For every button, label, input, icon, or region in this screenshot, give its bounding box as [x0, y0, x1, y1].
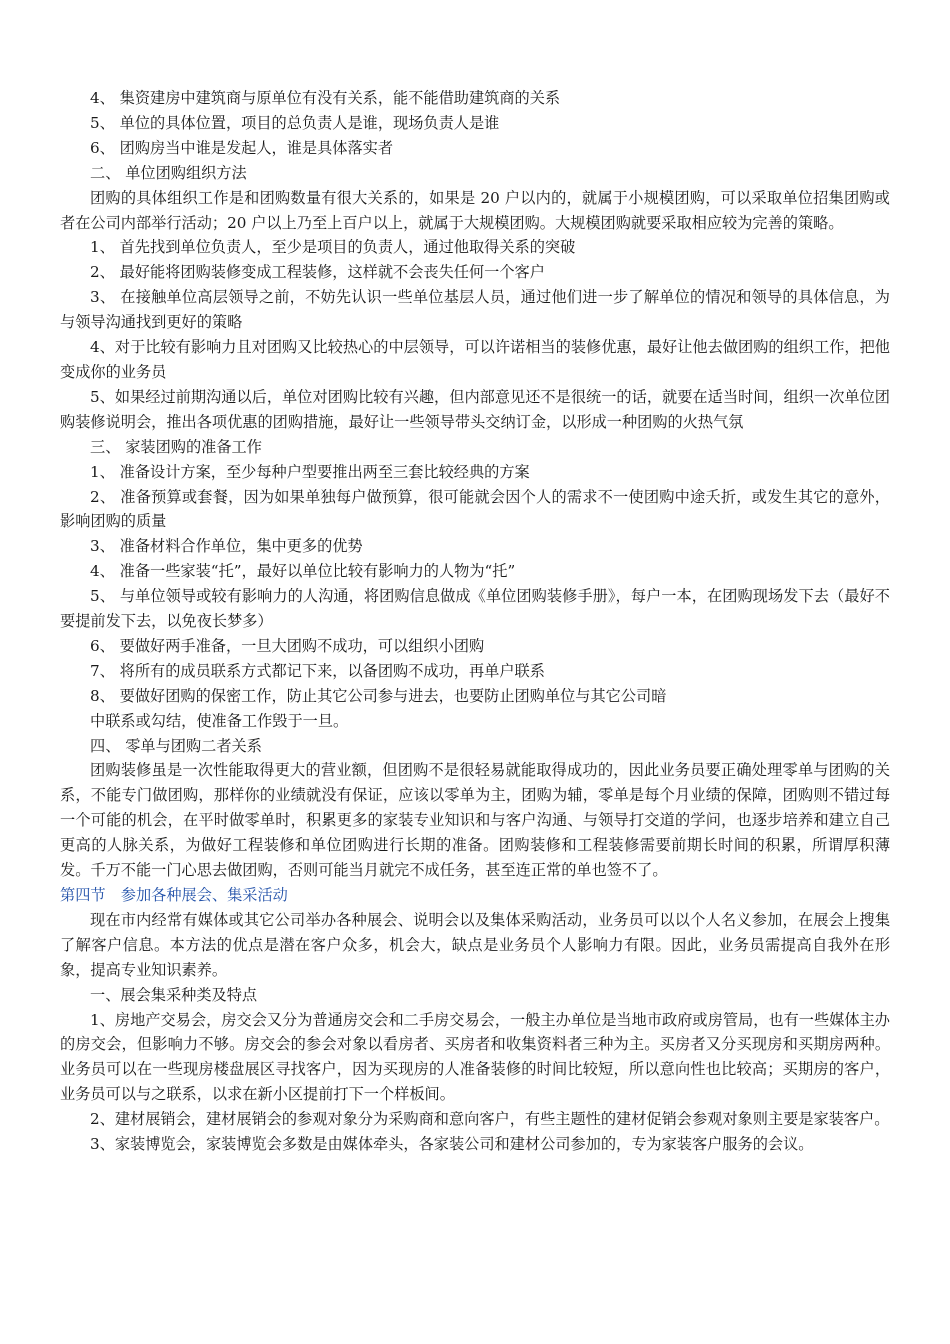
paragraph: 团购的具体组织工作是和团购数量有很大关系的，如果是 20 户以内的，就属于小规模团购，可以采取单位招集团购或者在公司内部举行活动；20 户以上乃至上百户以上，就属于大规模团购。大规模团购就要采取相应较为完善的策略。 [60, 188, 890, 232]
list-item: 1、 准备设计方案，至少每种户型要推出两至三套比较经典的方案 [90, 462, 530, 481]
list-item: 8、 要做好团购的保密工作，防止其它公司参与进去，也要防止团购单位与其它公司暗 [90, 686, 667, 705]
list-item: 2、 最好能将团购装修变成工程装修，这样就不会丧失任何一个客户 [90, 263, 545, 282]
paragraph: 1、房地产交易会，房交会又分为普通房交会和二手房交易会，一般主办单位是当地市政府或房管局，也有一些媒体主办的房交会，但影响力不够。房交会的参会对象以看房者、买房者和收集资料者三种为主。买房者又分买现房和买期房两种。业务员可以在一些现房楼盘展区寻找客户，因为买现房的人准备装修的时间比较短，所以意向性也比较高；买期房的客户，业务员可以与之联系，以求在新小区提前打下一个样板间。 [60, 1010, 890, 1104]
list-item: 7、 将所有的成员联系方式都记下来，以备团购不成功，再单户联系 [90, 661, 545, 680]
section-heading: 一、展会集采种类及特点 [90, 985, 258, 1004]
list-item: 4、 准备一些家装“托”，最好以单位比较有影响力的人物为“托” [90, 562, 516, 581]
paragraph: 团购装修虽是一次性能取得更大的营业额，但团购不是很轻易就能取得成功的，因此业务员要正确处理零单与团购的关系，不能专门做团购，那样你的业绩就没有保证，应该以零单为主，团购为辅，零单是每个月业绩的保障，团购则不错过每一个可能的机会，在平时做零单时，积累更多的家装专业知识和与客户沟通、与领导打交道的学问，也逐步培养和建立自己更高的人脉关系，为做好工程装修和单位团购进行长期的准备。团购装修和工程装修需要前期长时间的积累，所谓厚积薄发。千万不能一门心思去做团购，否则可能当月就完不成任务，甚至连正常的单也签不了。 [60, 761, 890, 880]
list-item: 6、 团购房当中谁是发起人，谁是具体落实者 [90, 138, 394, 157]
list-item: 2、 准备预算或套餐，因为如果单独每户做预算，很可能就会因个人的需求不一使团购中途夭折，或发生其它的意外，影响团购的质量 [60, 487, 890, 531]
section-heading: 三、 家装团购的准备工作 [90, 437, 262, 456]
list-item: 5、 单位的具体位置，项目的总负责人是谁，现场负责人是谁 [90, 113, 500, 132]
section-heading: 二、 单位团购组织方法 [90, 163, 247, 182]
list-item: 4、 集资建房中建筑商与原单位有没有关系，能不能借助建筑商的关系 [90, 89, 561, 107]
list-item: 5、 与单位领导或较有影响力的人沟通，将团购信息做成《单位团购装修手册》，每户一本，在团购现场发下去（最好不要提前发下去，以免夜长梦多） [60, 587, 890, 631]
list-item: 3、 准备材料合作单位，集中更多的优势 [90, 537, 363, 556]
list-item: 3、 在接触单位高层领导之前，不妨先认识一些单位基层人员，通过他们进一步了解单位的情况和领导的具体信息，为与领导沟通找到更好的策略 [60, 288, 890, 332]
paragraph: 3、家装博览会，家装博览会多数是由媒体牵头，各家装公司和建材公司参加的，专为家装客户服务的会议。 [90, 1135, 814, 1154]
list-item: 1、 首先找到单位负责人，至少是项目的负责人，通过他取得关系的突破 [90, 238, 576, 257]
list-item: 4、对于比较有影响力且对团购又比较热心的中层领导，可以许诺相当的装修优惠，最好让他去做团购的组织工作，把他变成你的业务员 [60, 338, 890, 381]
paragraph: 2、建材展销会，建材展销会的参观对象分为采购商和意向客户，有些主题性的建材促销会参观对象则主要是家装客户。 [90, 1110, 890, 1129]
paragraph: 现在市内经常有媒体或其它公司举办各种展会、说明会以及集体采购活动，业务员可以以个人名义参加，在展会上搜集了解客户信息。本方法的优点是潜在客户众多，机会大，缺点是业务员个人影响力有限。因此，业务员需提高自我外在形象，提高专业知识素养。 [60, 910, 890, 979]
list-item: 5、如果经过前期沟通以后，单位对团购比较有兴趣，但内部意见还不是很统一的话，就要在适当时间，组织一次单位团购装修说明会，推出各项优惠的团购措施，最好让一些领导带头交纳订金，以形成一种团购的火热气氛 [60, 387, 890, 431]
list-item-continuation: 中联系或勾结，使准备工作毁于一旦。 [90, 711, 349, 730]
list-item: 6、 要做好两手准备，一旦大团购不成功，可以组织小团购 [90, 636, 485, 655]
section-heading: 四、 零单与团购二者关系 [90, 736, 262, 755]
document-page [60, 86, 890, 1157]
chapter-heading-link[interactable]: 第四节 参加各种展会、集采活动 [60, 886, 288, 904]
